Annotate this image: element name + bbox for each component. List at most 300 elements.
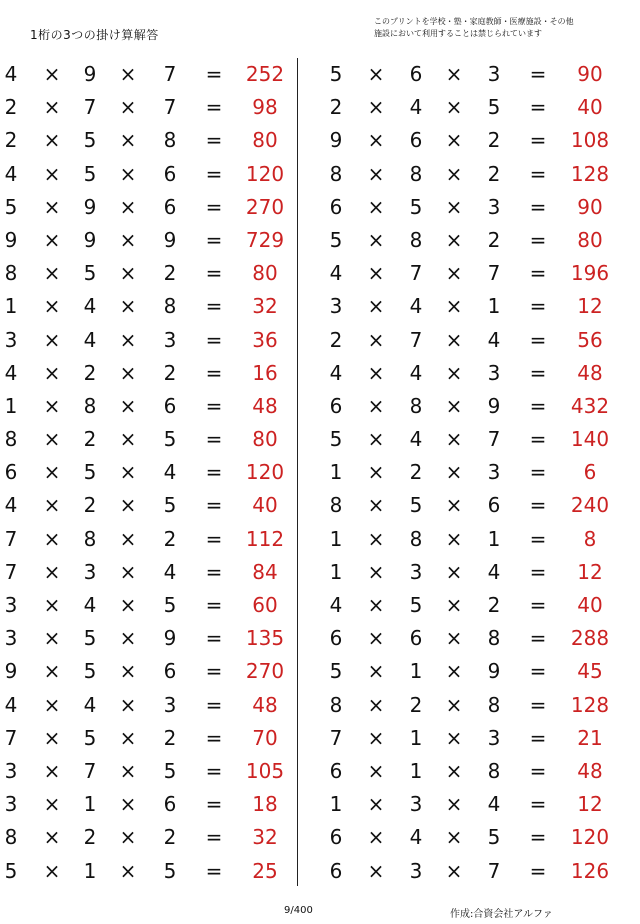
answer: 16 — [252, 360, 278, 385]
times-sign: × — [367, 128, 385, 153]
factor-3: 8 — [163, 128, 177, 153]
factor-3: 2 — [163, 261, 177, 286]
answer: 252 — [245, 62, 285, 86]
equals-sign: = — [205, 858, 223, 883]
factor-2: 2 — [83, 493, 97, 518]
factor-1: 5 — [329, 427, 343, 452]
factor-3: 5 — [487, 95, 501, 120]
times-sign: × — [445, 360, 463, 385]
author-credit: 作成:合資会社アルファ — [450, 909, 553, 920]
factor-1: 1 — [329, 559, 343, 584]
times-sign: × — [367, 194, 385, 219]
factor-1: 4 — [329, 261, 343, 286]
factor-3: 5 — [163, 758, 177, 783]
factor-1: 6 — [4, 460, 18, 485]
problem-row — [316, 357, 612, 390]
times-sign: × — [445, 393, 463, 418]
factor-2: 5 — [83, 460, 97, 485]
answer: 126 — [570, 858, 610, 883]
times-sign: × — [367, 792, 385, 817]
factor-3: 6 — [163, 792, 177, 817]
equals-sign: = — [529, 95, 547, 120]
times-sign: × — [43, 294, 61, 319]
factor-2: 5 — [83, 161, 97, 186]
equals-sign: = — [529, 261, 547, 286]
equals-sign: = — [205, 227, 223, 252]
problem-row — [0, 91, 296, 124]
problem-row — [316, 523, 612, 556]
answer: 270 — [245, 659, 285, 684]
problem-row — [0, 191, 296, 224]
times-sign: × — [43, 327, 61, 352]
equals-sign: = — [205, 559, 223, 584]
answer: 128 — [570, 161, 610, 186]
times-sign: × — [445, 593, 463, 617]
factor-2: 4 — [83, 294, 97, 319]
problem-row — [316, 290, 612, 323]
equals-sign: = — [205, 593, 223, 617]
factor-3: 6 — [487, 493, 501, 518]
times-sign: × — [119, 659, 137, 684]
factor-2: 2 — [83, 360, 97, 385]
factor-2: 5 — [83, 128, 97, 153]
times-sign: × — [367, 62, 385, 86]
times-sign: × — [119, 95, 137, 120]
times-sign: × — [367, 327, 385, 352]
answer: 40 — [577, 593, 603, 617]
factor-3: 8 — [487, 626, 501, 651]
times-sign: × — [43, 593, 61, 617]
factor-3: 4 — [487, 792, 501, 817]
factor-3: 6 — [163, 161, 177, 186]
problem-row — [316, 257, 612, 290]
factor-2: 8 — [409, 227, 423, 252]
times-sign: × — [43, 360, 61, 385]
times-sign: × — [43, 128, 61, 153]
factor-1: 7 — [4, 559, 18, 584]
times-sign: × — [367, 593, 385, 617]
equals-sign: = — [205, 659, 223, 684]
factor-2: 7 — [83, 758, 97, 783]
times-sign: × — [43, 95, 61, 120]
times-sign: × — [445, 95, 463, 120]
equals-sign: = — [205, 692, 223, 717]
times-sign: × — [367, 161, 385, 186]
right-problem-column — [316, 58, 612, 888]
problem-row — [0, 224, 296, 257]
answer: 80 — [577, 227, 603, 252]
answer: 128 — [570, 692, 610, 717]
times-sign: × — [445, 261, 463, 286]
answer: 196 — [570, 261, 610, 286]
problem-row — [0, 755, 296, 788]
problem-row — [316, 91, 612, 124]
factor-3: 5 — [487, 825, 501, 850]
times-sign: × — [119, 858, 137, 883]
problem-row — [0, 456, 296, 489]
factor-3: 2 — [163, 360, 177, 385]
equals-sign: = — [529, 227, 547, 252]
answer: 140 — [570, 427, 610, 452]
equals-sign: = — [205, 261, 223, 286]
factor-2: 8 — [409, 393, 423, 418]
times-sign: × — [367, 227, 385, 252]
factor-2: 5 — [409, 194, 423, 219]
equals-sign: = — [529, 62, 547, 86]
factor-1: 5 — [4, 858, 18, 883]
factor-3: 9 — [487, 393, 501, 418]
factor-3: 2 — [487, 128, 501, 153]
problem-row — [316, 622, 612, 655]
factor-2: 1 — [409, 659, 423, 684]
left-problem-column — [0, 58, 296, 888]
equals-sign: = — [529, 659, 547, 684]
problem-row — [316, 589, 612, 622]
answer: 12 — [577, 792, 603, 817]
answer: 135 — [245, 626, 285, 651]
problem-row — [316, 191, 612, 224]
factor-3: 3 — [487, 62, 501, 86]
times-sign: × — [367, 526, 385, 551]
problem-row — [0, 722, 296, 755]
times-sign: × — [43, 261, 61, 286]
equals-sign: = — [529, 493, 547, 518]
answer: 48 — [577, 360, 603, 385]
factor-3: 7 — [487, 427, 501, 452]
factor-2: 9 — [83, 227, 97, 252]
factor-1: 7 — [4, 526, 18, 551]
equals-sign: = — [205, 95, 223, 120]
times-sign: × — [445, 161, 463, 186]
equals-sign: = — [529, 593, 547, 617]
answer: 60 — [252, 593, 278, 617]
factor-2: 4 — [409, 825, 423, 850]
times-sign: × — [43, 659, 61, 684]
times-sign: × — [445, 825, 463, 850]
factor-1: 8 — [329, 692, 343, 717]
factor-1: 5 — [4, 194, 18, 219]
factor-1: 8 — [4, 261, 18, 286]
times-sign: × — [119, 758, 137, 783]
factor-2: 9 — [83, 194, 97, 219]
factor-3: 1 — [487, 526, 501, 551]
answer: 40 — [252, 493, 278, 518]
factor-2: 4 — [409, 95, 423, 120]
problem-row — [0, 556, 296, 589]
factor-1: 6 — [329, 626, 343, 651]
times-sign: × — [119, 493, 137, 518]
times-sign: × — [367, 427, 385, 452]
factor-2: 8 — [83, 393, 97, 418]
times-sign: × — [445, 427, 463, 452]
problem-row — [0, 821, 296, 854]
answer: 90 — [577, 194, 603, 219]
factor-1: 1 — [329, 526, 343, 551]
factor-1: 3 — [4, 327, 18, 352]
factor-2: 5 — [83, 725, 97, 750]
problem-row — [0, 622, 296, 655]
factor-3: 3 — [163, 692, 177, 717]
answer: 112 — [245, 526, 285, 551]
factor-2: 2 — [409, 460, 423, 485]
equals-sign: = — [205, 725, 223, 750]
factor-1: 6 — [329, 825, 343, 850]
problem-row — [316, 689, 612, 722]
factor-3: 2 — [487, 161, 501, 186]
times-sign: × — [367, 692, 385, 717]
factor-2: 4 — [83, 593, 97, 617]
times-sign: × — [445, 526, 463, 551]
factor-2: 5 — [83, 659, 97, 684]
times-sign: × — [367, 294, 385, 319]
equals-sign: = — [529, 692, 547, 717]
equals-sign: = — [205, 825, 223, 850]
times-sign: × — [445, 758, 463, 783]
page-number: 9/400 — [284, 905, 313, 916]
problem-row — [0, 390, 296, 423]
equals-sign: = — [205, 626, 223, 651]
times-sign: × — [43, 758, 61, 783]
times-sign: × — [119, 393, 137, 418]
factor-1: 4 — [4, 161, 18, 186]
answer: 288 — [570, 626, 610, 651]
factor-2: 4 — [83, 327, 97, 352]
equals-sign: = — [529, 792, 547, 817]
factor-2: 2 — [409, 692, 423, 717]
problem-row — [316, 855, 612, 888]
times-sign: × — [43, 692, 61, 717]
factor-2: 9 — [83, 62, 97, 86]
factor-2: 5 — [409, 593, 423, 617]
factor-2: 7 — [83, 95, 97, 120]
factor-3: 4 — [163, 460, 177, 485]
times-sign: × — [43, 559, 61, 584]
factor-1: 4 — [329, 593, 343, 617]
times-sign: × — [367, 360, 385, 385]
factor-2: 3 — [409, 559, 423, 584]
times-sign: × — [119, 327, 137, 352]
factor-1: 6 — [329, 758, 343, 783]
problem-row — [316, 58, 612, 91]
factor-3: 4 — [487, 327, 501, 352]
factor-1: 5 — [329, 227, 343, 252]
factor-1: 1 — [4, 393, 18, 418]
times-sign: × — [43, 227, 61, 252]
equals-sign: = — [529, 460, 547, 485]
times-sign: × — [43, 626, 61, 651]
equals-sign: = — [205, 360, 223, 385]
times-sign: × — [43, 161, 61, 186]
factor-3: 7 — [487, 858, 501, 883]
factor-1: 4 — [4, 62, 18, 86]
answer: 32 — [252, 294, 278, 319]
times-sign: × — [43, 725, 61, 750]
factor-1: 9 — [4, 227, 18, 252]
answer: 270 — [245, 194, 285, 219]
times-sign: × — [119, 227, 137, 252]
answer: 45 — [577, 659, 603, 684]
times-sign: × — [445, 62, 463, 86]
equals-sign: = — [529, 194, 547, 219]
factor-1: 6 — [329, 393, 343, 418]
times-sign: × — [367, 393, 385, 418]
problem-row — [0, 357, 296, 390]
factor-2: 2 — [83, 825, 97, 850]
factor-1: 5 — [329, 659, 343, 684]
factor-1: 4 — [4, 360, 18, 385]
times-sign: × — [367, 493, 385, 518]
problem-row — [0, 855, 296, 888]
equals-sign: = — [529, 526, 547, 551]
factor-3: 3 — [487, 460, 501, 485]
equals-sign: = — [529, 393, 547, 418]
equals-sign: = — [529, 626, 547, 651]
equals-sign: = — [529, 427, 547, 452]
answer: 90 — [577, 62, 603, 86]
factor-2: 4 — [83, 692, 97, 717]
factor-2: 4 — [409, 360, 423, 385]
factor-3: 8 — [487, 692, 501, 717]
factor-1: 3 — [4, 758, 18, 783]
factor-2: 3 — [83, 559, 97, 584]
equals-sign: = — [205, 493, 223, 518]
problem-row — [316, 821, 612, 854]
problem-row — [0, 423, 296, 456]
times-sign: × — [445, 460, 463, 485]
factor-3: 5 — [163, 593, 177, 617]
equals-sign: = — [205, 792, 223, 817]
equals-sign: = — [529, 360, 547, 385]
problem-row — [316, 722, 612, 755]
equals-sign: = — [205, 526, 223, 551]
times-sign: × — [119, 294, 137, 319]
notice-line-1: このプリントを学校・塾・家庭教師・医療施設・その他 — [374, 17, 574, 26]
answer: 80 — [252, 128, 278, 153]
times-sign: × — [445, 493, 463, 518]
times-sign: × — [367, 626, 385, 651]
equals-sign: = — [529, 858, 547, 883]
times-sign: × — [445, 194, 463, 219]
times-sign: × — [367, 858, 385, 883]
answer: 25 — [252, 858, 278, 883]
problem-row — [316, 390, 612, 423]
times-sign: × — [119, 792, 137, 817]
factor-1: 3 — [4, 626, 18, 651]
factor-3: 6 — [163, 393, 177, 418]
factor-1: 8 — [329, 161, 343, 186]
factor-3: 8 — [487, 758, 501, 783]
problem-row — [0, 124, 296, 157]
factor-3: 3 — [163, 327, 177, 352]
factor-1: 3 — [329, 294, 343, 319]
factor-3: 1 — [487, 294, 501, 319]
problem-row — [316, 755, 612, 788]
equals-sign: = — [529, 758, 547, 783]
times-sign: × — [119, 161, 137, 186]
equals-sign: = — [205, 128, 223, 153]
problem-row — [316, 124, 612, 157]
problem-row — [0, 655, 296, 688]
factor-1: 3 — [4, 593, 18, 617]
factor-2: 5 — [83, 261, 97, 286]
factor-1: 2 — [4, 95, 18, 120]
factor-2: 7 — [409, 261, 423, 286]
equals-sign: = — [205, 62, 223, 86]
answer: 70 — [252, 725, 278, 750]
times-sign: × — [445, 792, 463, 817]
factor-1: 2 — [329, 95, 343, 120]
answer: 80 — [252, 427, 278, 452]
factor-1: 1 — [329, 460, 343, 485]
factor-3: 5 — [163, 427, 177, 452]
factor-3: 5 — [163, 493, 177, 518]
answer: 21 — [577, 725, 603, 750]
times-sign: × — [445, 659, 463, 684]
factor-1: 2 — [329, 327, 343, 352]
equals-sign: = — [529, 294, 547, 319]
times-sign: × — [43, 792, 61, 817]
factor-1: 6 — [329, 858, 343, 883]
factor-1: 4 — [4, 692, 18, 717]
factor-3: 7 — [163, 95, 177, 120]
factor-2: 5 — [83, 626, 97, 651]
factor-3: 4 — [487, 559, 501, 584]
problem-row — [316, 423, 612, 456]
factor-1: 7 — [329, 725, 343, 750]
factor-3: 9 — [163, 626, 177, 651]
factor-3: 3 — [487, 725, 501, 750]
factor-3: 7 — [487, 261, 501, 286]
problem-row — [316, 556, 612, 589]
equals-sign: = — [205, 161, 223, 186]
problem-row — [316, 489, 612, 522]
equals-sign: = — [205, 460, 223, 485]
equals-sign: = — [529, 825, 547, 850]
factor-3: 6 — [163, 659, 177, 684]
times-sign: × — [119, 725, 137, 750]
factor-2: 8 — [83, 526, 97, 551]
factor-2: 4 — [409, 294, 423, 319]
times-sign: × — [43, 393, 61, 418]
equals-sign: = — [205, 393, 223, 418]
times-sign: × — [119, 526, 137, 551]
times-sign: × — [367, 261, 385, 286]
times-sign: × — [43, 493, 61, 518]
times-sign: × — [367, 725, 385, 750]
factor-3: 2 — [163, 825, 177, 850]
answer: 105 — [245, 758, 285, 783]
equals-sign: = — [529, 725, 547, 750]
times-sign: × — [119, 825, 137, 850]
equals-sign: = — [529, 559, 547, 584]
factor-2: 8 — [409, 161, 423, 186]
equals-sign: = — [205, 427, 223, 452]
factor-2: 4 — [409, 427, 423, 452]
times-sign: × — [119, 593, 137, 617]
times-sign: × — [445, 227, 463, 252]
times-sign: × — [119, 559, 137, 584]
times-sign: × — [119, 360, 137, 385]
factor-1: 5 — [329, 62, 343, 86]
problem-row — [316, 158, 612, 191]
answer: 120 — [245, 161, 285, 186]
factor-1: 4 — [329, 360, 343, 385]
times-sign: × — [445, 626, 463, 651]
factor-2: 1 — [83, 858, 97, 883]
factor-2: 8 — [409, 526, 423, 551]
factor-2: 1 — [409, 725, 423, 750]
factor-3: 2 — [487, 593, 501, 617]
